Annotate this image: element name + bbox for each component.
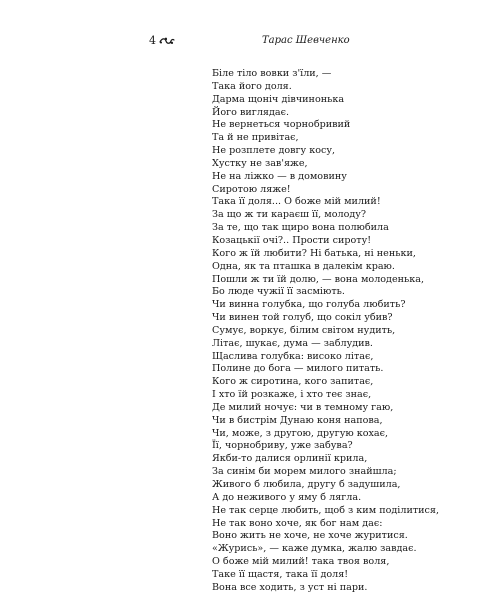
poem-line: Та й не привітає, — [212, 132, 299, 144]
poem-line: Його виглядає. — [212, 106, 290, 118]
poem-line: За те, що так щиро вона полюбила — [212, 222, 389, 234]
poem-line: Щаслива голубка: високо літає, — [212, 350, 374, 362]
poem-line: Сумує, воркує, білим світом нудить, — [212, 324, 396, 336]
poem-line: А до неживого у яму б лягла. — [212, 491, 362, 503]
poem-line: Чи винна голубка, що голуба любить? — [212, 299, 406, 311]
poem-line: Сиротою ляже! — [212, 183, 291, 195]
poem-line: Літає, шукає, дума — заблудив. — [212, 337, 373, 349]
poem-line: Така її доля... О боже мій милий! — [212, 196, 381, 208]
poem-line: Де милий ночує: чи в темному гаю, — [212, 401, 394, 413]
poem-line: Не вернеться чорнобривий — [212, 119, 351, 131]
poem-line: Таке її щастя, така її доля! — [212, 568, 349, 580]
poem-line: Хустку не зав'яже, — [212, 157, 308, 169]
poem-line: Не розплете довгу косу, — [212, 145, 336, 157]
poem-line: Така його доля. — [212, 80, 292, 92]
fleuron-ornament-icon — [159, 36, 175, 46]
poem-line: Біле тіло вовки з'їли, — — [212, 68, 332, 79]
poem-line: За що ж ти караєш її, молоду? — [212, 209, 367, 221]
page-header — [0, 34, 500, 50]
page-number: 4 — [149, 34, 156, 47]
poem-line: Пошли ж ти їй долю, — вона молоденька, — [212, 273, 425, 285]
poem-line: Кого ж їй любити? Ні батька, ні неньки, — [212, 247, 416, 259]
poem-line: Чи, може, з другою, другую кохає, — [212, 427, 389, 439]
poem-line: Кого ж сиротина, кого запитає, — [212, 376, 374, 388]
poem-line: Воно жить не хоче, не хоче журитися. — [212, 530, 408, 542]
poem-line: О боже мій милий! така твоя воля, — [212, 556, 390, 568]
poem-line: Бо люде чужії її засміють. — [212, 286, 345, 298]
poem-line: За синім би морем милого знайшла; — [212, 466, 397, 478]
poem-line: Чи в бистрім Дунаю коня напова, — [212, 414, 383, 426]
poem-line: Полине до бога — милого питать. — [212, 363, 384, 375]
poem-line: І хто їй розкаже, і хто теє знає, — [212, 389, 372, 401]
poem-line: Не на ліжко — в домовину — [212, 170, 347, 182]
poem-line: Вона все ходить, з уст ні пари. — [212, 581, 368, 593]
poem-line: Живого б любила, другу б задушила, — [212, 479, 401, 490]
poem-line: Одна, як та пташка в далекім краю. — [212, 260, 395, 272]
poem-line: Не так серце любить, щоб з ким поділитися, — [212, 504, 440, 516]
poem-line: Якби-то далися орлинії крила, — [212, 453, 368, 465]
poem-line: «Журись», — каже думка, жалю завдає. — [212, 543, 417, 555]
poem-line: Чи винен той голуб, що сокіл убив? — [212, 312, 393, 324]
poem-body — [212, 68, 492, 595]
poem-line: Її, чорнобриву, уже забува? — [212, 440, 353, 452]
poem-line: Не так воно хоче, як бог нам дає: — [212, 517, 383, 529]
running-head-author: Тарас Шевченко — [262, 35, 350, 46]
poem-line: Дарма щоніч дівчинонька — [212, 93, 345, 105]
poem-line: Козацькії очі?.. Прости сироту! — [212, 234, 372, 246]
